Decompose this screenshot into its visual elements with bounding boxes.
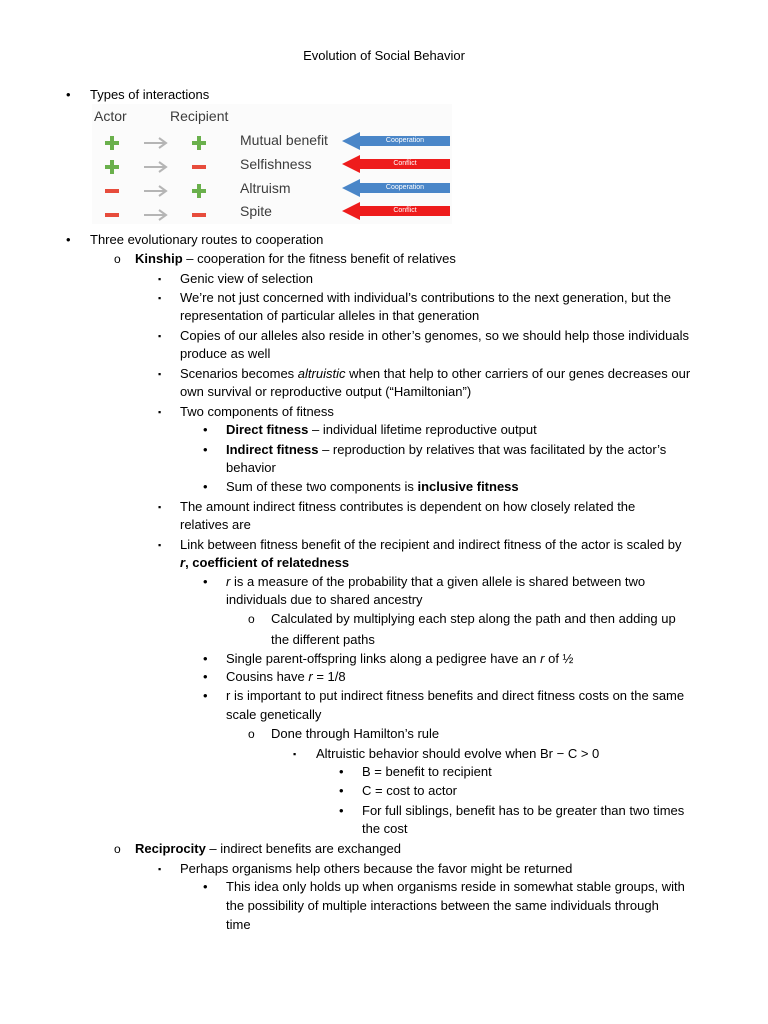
bullet-icon: • <box>339 803 344 818</box>
plus-icon <box>192 136 206 150</box>
hamilton-rule-equation: Altruistic behavior should evolve when Br − C > 0 <box>316 746 600 761</box>
square-bullet-icon: ▪ <box>158 540 162 550</box>
bullet-icon: • <box>203 651 208 666</box>
bullet-icon: • <box>203 879 208 894</box>
reciprocity-point: Perhaps organisms help others because the favor might be returned <box>180 861 573 876</box>
kinship-point: Two components of fitness <box>180 404 334 419</box>
kinship-point: The amount indirect fitness contributes is dependent on how closely related the <box>180 499 636 514</box>
kinship-point: Link between fitness benefit of the recipient and indirect fitness of the actor is scaled by <box>180 537 682 552</box>
kinship-point-cont: representation of particular alleles in that generation <box>180 308 480 323</box>
minus-icon <box>192 208 206 222</box>
hamilton-term-cont: the cost <box>362 821 408 836</box>
reciprocity-subpoint: This idea only holds up when organisms reside in somewhat stable groups, with <box>226 879 685 894</box>
row-label: Spite <box>240 203 272 219</box>
bullet-icon: • <box>203 574 208 589</box>
relatedness-point: Single parent-offspring links along a pedigree have an r of ½ <box>226 651 574 666</box>
kinship-point-cont: own survival or reproductive output (“Hamiltonian”) <box>180 384 472 399</box>
reciprocity-heading: Reciprocity – indirect benefits are exchanged <box>135 841 401 856</box>
kinship-point: Copies of our alleles also reside in other’s genomes, so we should help those individuals <box>180 328 689 343</box>
bullet-types-of-interactions: Types of interactions <box>90 87 210 102</box>
minus-icon <box>105 184 119 198</box>
square-bullet-icon: ▪ <box>158 369 162 379</box>
page-title: Evolution of Social Behavior <box>303 48 465 63</box>
row-label: Mutual benefit <box>240 132 328 148</box>
coefficient-of-relatedness: r, coefficient of relatedness <box>180 555 350 570</box>
relatedness-point: r is a measure of the probability that a given allele is shared between two <box>226 574 646 589</box>
sub-bullet-icon: o <box>248 612 255 626</box>
indirect-fitness: Indirect fitness – reproduction by relatives that was facilitated by the actor’s <box>226 442 667 457</box>
bullet-icon: • <box>339 783 344 798</box>
relatedness-subpoint: Calculated by multiplying each step along the path and then adding up <box>271 611 676 626</box>
hamilton-term: For full siblings, benefit has to be greater than two times <box>362 803 685 818</box>
bullet-routes: Three evolutionary routes to cooperation <box>90 232 324 247</box>
bullet-icon: • <box>66 87 71 102</box>
relatedness-point: Cousins have r = 1/8 <box>226 669 346 684</box>
bullet-icon: • <box>203 479 208 494</box>
cooperation-tag: Cooperation <box>342 132 450 150</box>
square-bullet-icon: ▪ <box>158 864 162 874</box>
conflict-tag: Conflict <box>342 155 450 173</box>
conflict-tag: Conflict <box>342 202 450 220</box>
hamilton-rule: Done through Hamilton’s rule <box>271 726 440 741</box>
interaction-types-figure <box>92 104 452 224</box>
relatedness-point-cont: scale genetically <box>226 707 322 722</box>
square-bullet-icon: ▪ <box>158 274 162 284</box>
relatedness-point-cont: individuals due to shared ancestry <box>226 592 423 607</box>
arrow-right-icon <box>143 185 169 197</box>
minus-icon <box>105 208 119 222</box>
kinship-point: We’re not just concerned with individual’s contributions to the next generation, but the <box>180 290 671 305</box>
reciprocity-subpoint-cont: the possibility of multiple interactions between the same individuals through <box>226 898 659 913</box>
sub-bullet-icon: o <box>248 727 255 741</box>
actor-header: Actor <box>94 108 127 124</box>
arrow-right-icon <box>143 161 169 173</box>
arrow-right-icon <box>143 137 169 149</box>
bullet-icon: • <box>203 669 208 684</box>
hamilton-term: C = cost to actor <box>362 783 458 798</box>
minus-icon <box>192 160 206 174</box>
recipient-header: Recipient <box>170 108 229 124</box>
sub-bullet-icon: o <box>114 252 121 266</box>
kinship-point: Genic view of selection <box>180 271 313 286</box>
plus-icon <box>192 184 206 198</box>
row-label: Selfishness <box>240 156 312 172</box>
relatedness-point: r is important to put indirect fitness benefits and direct fitness costs on the same <box>226 688 685 703</box>
inclusive-fitness: Sum of these two components is inclusive fitness <box>226 479 519 494</box>
square-bullet-icon: ▪ <box>158 293 162 303</box>
kinship-point: Scenarios becomes altruistic when that help to other carriers of our genes decreases our <box>180 366 691 381</box>
bullet-icon: • <box>66 232 71 247</box>
kinship-point-cont: produce as well <box>180 346 271 361</box>
plus-icon <box>105 160 119 174</box>
relatedness-subpoint-cont: the different paths <box>271 632 375 647</box>
bullet-icon: • <box>203 688 208 703</box>
direct-fitness: Direct fitness – individual lifetime reproductive output <box>226 422 537 437</box>
cooperation-tag: Cooperation <box>342 179 450 197</box>
hamilton-term: B = benefit to recipient <box>362 764 492 779</box>
arrow-right-icon <box>143 209 169 221</box>
square-bullet-icon: ▪ <box>158 331 162 341</box>
plus-icon <box>105 136 119 150</box>
row-label: Altruism <box>240 180 291 196</box>
bullet-icon: • <box>339 764 344 779</box>
square-bullet-icon: ▪ <box>158 407 162 417</box>
bullet-icon: • <box>203 442 208 457</box>
indirect-fitness-cont: behavior <box>226 460 276 475</box>
kinship-heading: Kinship – cooperation for the fitness benefit of relatives <box>135 251 456 266</box>
reciprocity-subpoint-cont: time <box>226 917 251 932</box>
sub-bullet-icon: o <box>114 842 121 856</box>
bullet-icon: • <box>203 422 208 437</box>
square-bullet-icon: ▪ <box>293 749 297 759</box>
kinship-point-cont: relatives are <box>180 517 251 532</box>
square-bullet-icon: ▪ <box>158 502 162 512</box>
